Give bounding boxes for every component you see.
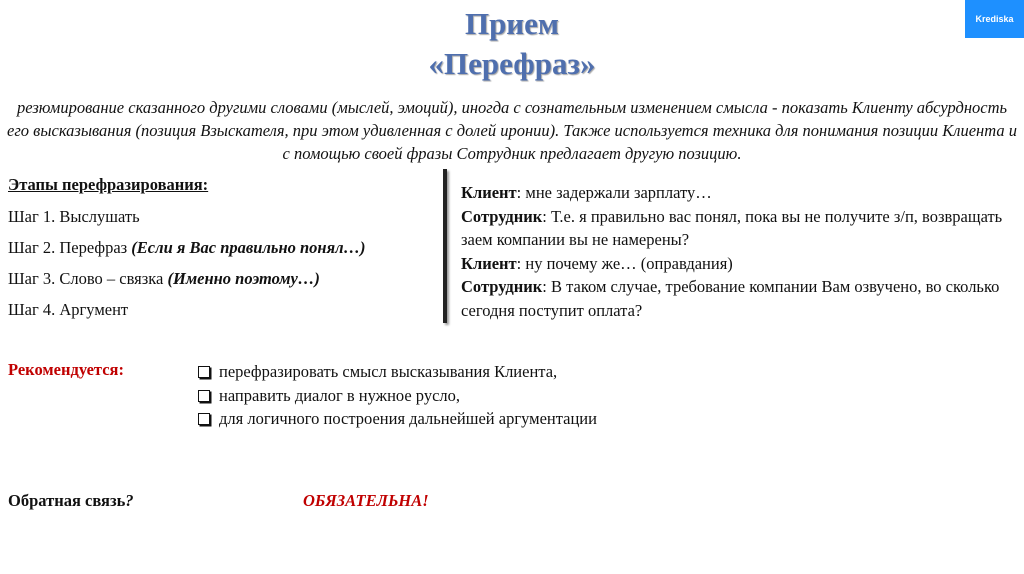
dialog-line-2 — [461, 205, 1021, 252]
recommend-list — [198, 360, 597, 431]
slide-title-line-1: Прием — [464, 6, 560, 41]
step-1 — [8, 206, 428, 237]
checkbox-bullet-icon — [198, 413, 210, 425]
dialog-speaker: Сотрудник — [461, 206, 543, 226]
recommend-item-text: для логичного построения дальнейшей аргументации — [219, 409, 597, 428]
dialog-speaker: Клиент — [461, 253, 517, 273]
dialog-text: : мне задержали зарплату… — [516, 183, 712, 202]
checkbox-bullet-icon — [198, 366, 210, 378]
feedback-label — [8, 491, 134, 511]
vertical-divider — [443, 169, 447, 323]
recommend-item-text: перефразировать смысл высказывания Клиента, — [219, 362, 558, 381]
dialog-text: : В таком случае, требование компании Вам озвучено, во сколько сегодня поступит оплата? — [461, 277, 1000, 320]
dialog-line-4 — [461, 275, 1021, 322]
dialog-speaker: Клиент — [461, 183, 517, 202]
krediska-logo — [965, 0, 1024, 38]
steps-heading: Этапы перефразирования: — [8, 175, 209, 194]
step-2-hint: (Если я Вас правильно понял…) — [131, 238, 366, 257]
step-3-text: Шаг 3. Слово – связка — [8, 269, 168, 288]
step-1-text: Шаг 1. Выслушать — [8, 207, 140, 226]
step-3-hint: (Именно поэтому…) — [167, 269, 320, 288]
feedback-label-text: Обратная связь — [8, 491, 126, 510]
step-2 — [8, 237, 428, 268]
step-4 — [8, 299, 428, 330]
feedback-value: ОБЯЗАТЕЛЬНА! — [303, 491, 429, 510]
steps-block — [8, 174, 428, 330]
dialog-example — [461, 181, 1021, 322]
list-item — [198, 360, 597, 384]
definition-text: резюмирование сказанного другими словами (мыслей, эмоций), иногда с сознательным изменением смысла - показать Клиенту абсурдность его высказывания (позиция Взыскателя, при этом удивленная с долей иронии). Также используется техника для понимания позиции Клиента и с помощью своей фразы Сотрудник предлагает другую позицию. — [7, 98, 1017, 163]
dialog-text: : Т.е. я правильно вас понял, пока вы не получите з/п, возвращать заем компании вы не намерены? — [461, 206, 1003, 249]
checkbox-bullet-icon — [198, 390, 210, 402]
dialog-line-3 — [461, 252, 1021, 276]
slide-title-line-2: «Перефраз» — [428, 46, 596, 81]
feedback-question-mark: ? — [125, 491, 134, 510]
dialog-text: : ну почему же… (оправдания) — [516, 253, 733, 273]
list-item — [198, 407, 597, 431]
list-item — [198, 384, 597, 408]
slide-title — [0, 4, 1024, 84]
dialog-speaker: Сотрудник — [461, 277, 543, 296]
recommend-label: Рекомендуется: — [8, 360, 124, 379]
dialog-line-1 — [461, 181, 1021, 205]
step-4-text: Шаг 4. Аргумент — [8, 300, 129, 319]
logo-text: Krediska — [975, 14, 1014, 24]
step-3 — [8, 268, 428, 299]
recommend-item-text: направить диалог в нужное русло, — [219, 385, 461, 405]
step-2-text: Шаг 2. Перефраз — [8, 238, 132, 257]
